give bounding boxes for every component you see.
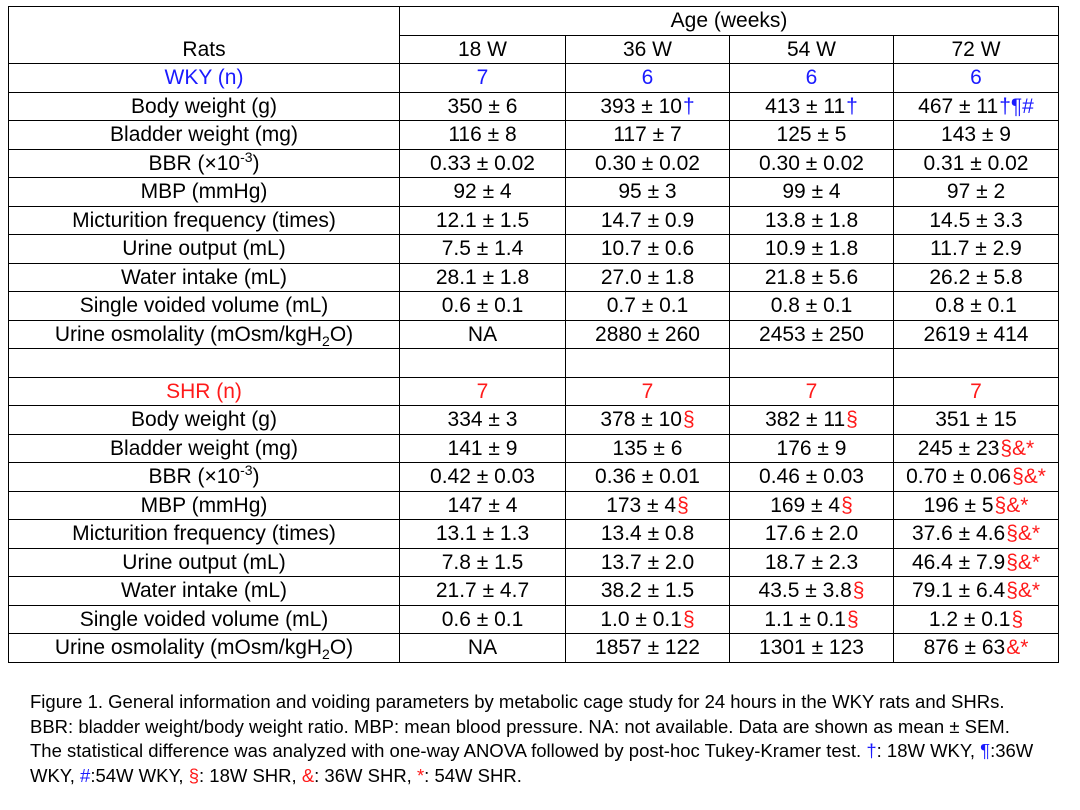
label-main: Urine osmolality (mOsm/kgH xyxy=(54,322,323,346)
empty-cell xyxy=(566,349,730,378)
data-cell xyxy=(400,577,566,606)
row-label: Bladder weight (mg) xyxy=(9,121,400,150)
cell-value: 0.36 ± 0.01 xyxy=(595,465,700,489)
cell-value: 13.8 ± 1.8 xyxy=(764,208,859,232)
data-cell xyxy=(894,263,1059,292)
cell-value: 12.1 ± 1.5 xyxy=(435,208,530,232)
data-cell xyxy=(566,121,730,150)
data-cell xyxy=(400,491,566,520)
significance-symbol: † xyxy=(682,94,695,118)
label-main: BBR (×10 xyxy=(148,151,241,175)
data-cell xyxy=(730,520,894,549)
cell-value: 46.4 ± 7.9 xyxy=(911,550,1006,574)
cell-value: 2880 ± 260 xyxy=(595,322,700,346)
cell-value: 0.42 ± 0.03 xyxy=(430,465,535,489)
label-subscript: 2 xyxy=(322,332,330,349)
data-cell xyxy=(894,406,1059,435)
table-row xyxy=(9,434,1059,463)
legend-text: : 18W SHR, xyxy=(199,764,302,786)
cell-value: 0.31 ± 0.02 xyxy=(923,151,1029,175)
data-cell xyxy=(566,463,730,492)
row-label: MBP (mmHg) xyxy=(9,491,400,520)
column-header-72w: 72 W xyxy=(894,35,1059,64)
row-label: MBP (mmHg) xyxy=(9,178,400,207)
data-cell xyxy=(566,634,730,663)
data-cell xyxy=(894,320,1059,349)
data-cell xyxy=(566,491,730,520)
cell-value: 245 ± 23 xyxy=(917,436,1000,460)
cell-value: 143 ± 9 xyxy=(941,123,1011,147)
header-empty-cell xyxy=(9,7,400,36)
table-row xyxy=(9,605,1059,634)
legend-text: :54W WKY, xyxy=(90,764,189,786)
cell-value: 0.6 ± 0.1 xyxy=(441,294,524,318)
data-cell xyxy=(566,406,730,435)
data-cell xyxy=(730,463,894,492)
data-cell xyxy=(566,263,730,292)
data-cell xyxy=(730,634,894,663)
data-cell xyxy=(400,634,566,663)
row-label: Single voided volume (mL) xyxy=(9,605,400,634)
row-label: Body weight (g) xyxy=(9,406,400,435)
significance-symbol: §&* xyxy=(1006,522,1041,546)
shr-n-value: 7 xyxy=(894,377,1059,406)
data-cell xyxy=(400,320,566,349)
data-cell xyxy=(894,121,1059,150)
row-label: Water intake (mL) xyxy=(9,577,400,606)
shr-n-label: SHR (n) xyxy=(9,377,400,406)
cell-value: 125 ± 5 xyxy=(776,123,847,147)
cell-value: 1301 ± 123 xyxy=(759,636,864,660)
data-cell xyxy=(566,605,730,634)
data-cell xyxy=(730,178,894,207)
cell-value: 147 ± 4 xyxy=(447,493,518,517)
legend-symbol: * xyxy=(416,764,425,786)
data-cell xyxy=(730,577,894,606)
data-cell xyxy=(894,634,1059,663)
significance-symbol: †¶# xyxy=(999,94,1034,118)
data-cell xyxy=(894,577,1059,606)
column-header-36w: 36 W xyxy=(566,35,730,64)
data-cell xyxy=(730,605,894,634)
cell-value: NA xyxy=(467,322,498,346)
data-cell xyxy=(730,235,894,264)
data-cell xyxy=(566,320,730,349)
legend-text: : 54W SHR. xyxy=(424,764,522,786)
cell-value: 169 ± 4 xyxy=(770,493,841,517)
data-cell xyxy=(566,235,730,264)
table-row xyxy=(9,463,1059,492)
cell-value: 95 ± 3 xyxy=(618,180,677,204)
cell-value: 92 ± 4 xyxy=(453,180,512,204)
cell-value: 10.7 ± 0.6 xyxy=(600,237,695,261)
cell-value: 351 ± 15 xyxy=(935,408,1017,432)
caption-text: Figure 1. General information and voiding parameters by metabolic cage study for 24 hours in the WKY rats and SHRs. BBR: bladder weight/body weight ratio. MBP: mean blood pressure. NA: not available. Data are shown as mean ± SEM. The statistical difference was analyzed with one-way ANOVA followed by post-hoc Tukey-Kramer test. xyxy=(30,691,1010,761)
data-cell xyxy=(730,121,894,150)
data-cell xyxy=(400,434,566,463)
data-cell xyxy=(894,434,1059,463)
data-cell xyxy=(730,92,894,121)
data-cell xyxy=(400,92,566,121)
data-cell xyxy=(566,178,730,207)
significance-symbol: §&* xyxy=(994,493,1029,517)
empty-cell xyxy=(400,349,566,378)
data-cell xyxy=(400,406,566,435)
wky-n-label: WKY (n) xyxy=(9,64,400,93)
table-row xyxy=(9,121,1059,150)
data-cell xyxy=(730,548,894,577)
cell-value: NA xyxy=(467,636,498,660)
table-row xyxy=(9,178,1059,207)
data-cell xyxy=(730,206,894,235)
significance-symbol: &* xyxy=(1006,636,1029,660)
table-row xyxy=(9,577,1059,606)
empty-cell xyxy=(730,349,894,378)
table-row xyxy=(9,548,1059,577)
empty-cell xyxy=(9,349,400,378)
data-cell xyxy=(730,406,894,435)
table-row xyxy=(9,320,1059,349)
significance-symbol: §&* xyxy=(1006,579,1041,603)
wky-n-value: 6 xyxy=(730,64,894,93)
cell-value: 876 ± 63 xyxy=(923,636,1006,660)
cell-value: 0.6 ± 0.1 xyxy=(441,607,524,631)
data-cell xyxy=(894,463,1059,492)
data-cell xyxy=(400,235,566,264)
cell-value: 79.1 ± 6.4 xyxy=(911,579,1006,603)
wky-n-value: 6 xyxy=(566,64,730,93)
cell-value: 2453 ± 250 xyxy=(759,322,864,346)
significance-symbol: §&* xyxy=(1012,465,1046,489)
data-cell xyxy=(894,206,1059,235)
significance-symbol: § xyxy=(1011,607,1024,631)
label-subscript: 2 xyxy=(322,646,330,662)
data-cell xyxy=(566,92,730,121)
significance-symbol: § xyxy=(846,607,859,631)
data-cell xyxy=(894,605,1059,634)
cell-value: 27.0 ± 1.8 xyxy=(600,265,695,289)
row-label: Water intake (mL) xyxy=(9,263,400,292)
cell-value: 26.2 ± 5.8 xyxy=(929,265,1023,289)
cell-value: 1857 ± 122 xyxy=(595,636,700,660)
cell-value: 0.30 ± 0.02 xyxy=(595,151,700,175)
table-row xyxy=(9,292,1059,321)
data-cell xyxy=(730,320,894,349)
age-weeks-header: Age (weeks) xyxy=(400,7,1059,36)
cell-value: 14.7 ± 0.9 xyxy=(600,208,695,232)
significance-symbol: § xyxy=(841,493,853,517)
cell-value: 0.46 ± 0.03 xyxy=(759,465,864,489)
label-end: O) xyxy=(329,322,354,346)
row-label: Micturition frequency (times) xyxy=(9,206,400,235)
cell-value: 18.7 ± 2.3 xyxy=(764,550,859,574)
cell-value: 11.7 ± 2.9 xyxy=(930,237,1022,261)
cell-value: 0.30 ± 0.02 xyxy=(759,151,864,175)
table-row xyxy=(9,235,1059,264)
table-row xyxy=(9,491,1059,520)
row-label xyxy=(9,149,400,178)
legend-text: : 36W SHR, xyxy=(314,764,417,786)
cell-value: 13.7 ± 2.0 xyxy=(600,550,695,574)
results-table xyxy=(8,6,1059,663)
data-cell xyxy=(894,491,1059,520)
legend-text: : 18W WKY, xyxy=(876,740,981,761)
table-row xyxy=(9,92,1059,121)
wky-n-value: 7 xyxy=(400,64,566,93)
significance-symbol: § xyxy=(682,408,695,432)
cell-value: 1.1 ± 0.1 xyxy=(764,607,846,631)
cell-value: 7.5 ± 1.4 xyxy=(441,237,524,261)
data-cell xyxy=(400,292,566,321)
data-cell xyxy=(400,520,566,549)
cell-value: 0.7 ± 0.1 xyxy=(606,294,689,318)
data-cell xyxy=(400,463,566,492)
cell-value: 135 ± 6 xyxy=(612,436,683,460)
row-label: Micturition frequency (times) xyxy=(9,520,400,549)
cell-value: 378 ± 10 xyxy=(600,408,682,432)
data-cell xyxy=(894,149,1059,178)
column-header-18w: 18 W xyxy=(400,35,566,64)
table-row xyxy=(9,206,1059,235)
significance-symbol: § xyxy=(682,607,695,631)
table-row xyxy=(9,406,1059,435)
data-cell xyxy=(400,149,566,178)
data-cell xyxy=(730,292,894,321)
cell-value: 7.8 ± 1.5 xyxy=(441,550,524,574)
legend-symbol: # xyxy=(80,764,91,786)
data-cell xyxy=(566,520,730,549)
cell-value: 97 ± 2 xyxy=(946,180,1006,204)
significance-symbol: §&* xyxy=(1000,436,1035,460)
cell-value: 0.8 ± 0.1 xyxy=(770,294,853,318)
cell-value: 10.9 ± 1.8 xyxy=(764,237,859,261)
cell-value: 1.0 ± 0.1 xyxy=(600,607,682,631)
cell-value: 334 ± 3 xyxy=(447,408,518,432)
label-end: O) xyxy=(329,636,354,660)
cell-value: 28.1 ± 1.8 xyxy=(435,265,530,289)
row-label: Urine output (mL) xyxy=(9,548,400,577)
cell-value: 393 ± 10 xyxy=(600,94,682,118)
legend-symbol: & xyxy=(301,764,315,786)
significance-symbol: § xyxy=(852,579,865,603)
cell-value: 173 ± 4 xyxy=(606,493,677,517)
significance-symbol: † xyxy=(846,94,858,118)
header-row-columns xyxy=(9,35,1059,64)
data-cell xyxy=(894,520,1059,549)
data-cell xyxy=(894,292,1059,321)
cell-value: 21.8 ± 5.6 xyxy=(764,265,859,289)
cell-value: 141 ± 9 xyxy=(447,436,518,460)
label-main: BBR (×10 xyxy=(148,465,241,489)
data-cell xyxy=(566,206,730,235)
row-label xyxy=(9,320,400,349)
empty-cell xyxy=(894,349,1059,378)
data-cell xyxy=(400,605,566,634)
row-label: Bladder weight (mg) xyxy=(9,434,400,463)
data-cell xyxy=(894,92,1059,121)
label-superscript: -3 xyxy=(240,462,253,479)
figure-caption xyxy=(30,690,1040,788)
wky-n-row xyxy=(9,64,1059,93)
table-row xyxy=(9,520,1059,549)
cell-value: 14.5 ± 3.3 xyxy=(929,208,1023,232)
significance-symbol: § xyxy=(846,408,858,432)
cell-value: 17.6 ± 2.0 xyxy=(764,522,859,546)
row-label: Single voided volume (mL) xyxy=(9,292,400,321)
cell-value: 0.33 ± 0.02 xyxy=(430,151,535,175)
cell-value: 1.2 ± 0.1 xyxy=(928,607,1011,631)
spacer-row xyxy=(9,349,1059,378)
cell-value: 350 ± 6 xyxy=(447,94,518,118)
cell-value: 0.8 ± 0.1 xyxy=(935,294,1017,318)
cell-value: 382 ± 11 xyxy=(765,408,846,432)
data-cell xyxy=(730,491,894,520)
label-superscript: -3 xyxy=(240,149,253,165)
cell-value: 37.6 ± 4.6 xyxy=(911,522,1006,546)
label-end: ) xyxy=(252,151,260,175)
label-end: ) xyxy=(252,465,260,489)
data-cell xyxy=(400,548,566,577)
data-cell xyxy=(566,548,730,577)
row-label: Body weight (g) xyxy=(9,92,400,121)
cell-value: 176 ± 9 xyxy=(776,436,847,460)
table-row xyxy=(9,149,1059,178)
cell-value: 117 ± 7 xyxy=(613,123,682,147)
row-label: Urine output (mL) xyxy=(9,235,400,264)
significance-symbol: § xyxy=(677,493,689,517)
data-cell xyxy=(730,263,894,292)
data-cell xyxy=(730,149,894,178)
data-cell xyxy=(894,178,1059,207)
label-main: Urine osmolality (mOsm/kgH xyxy=(54,636,323,660)
wky-n-value: 6 xyxy=(894,64,1059,93)
legend-symbol: ¶ xyxy=(980,740,991,761)
significance-symbol: §&* xyxy=(1006,550,1041,574)
data-cell xyxy=(400,206,566,235)
cell-value: 38.2 ± 1.5 xyxy=(600,579,695,603)
data-cell xyxy=(894,235,1059,264)
cell-value: 196 ± 5 xyxy=(923,493,994,517)
data-cell xyxy=(730,434,894,463)
shr-n-row xyxy=(9,377,1059,406)
cell-value: 21.7 ± 4.7 xyxy=(435,579,530,603)
data-cell xyxy=(566,292,730,321)
cell-value: 13.1 ± 1.3 xyxy=(435,522,530,546)
data-cell xyxy=(400,263,566,292)
row-label xyxy=(9,634,400,663)
table-row xyxy=(9,263,1059,292)
cell-value: 43.5 ± 3.8 xyxy=(758,579,852,603)
data-cell xyxy=(566,577,730,606)
column-header-54w: 54 W xyxy=(730,35,894,64)
legend-symbol: § xyxy=(188,764,199,786)
table-row xyxy=(9,634,1059,663)
data-cell xyxy=(566,434,730,463)
data-cell xyxy=(400,121,566,150)
cell-value: 0.70 ± 0.06 xyxy=(906,465,1012,489)
cell-value: 116 ± 8 xyxy=(448,123,517,147)
cell-value: 467 ± 11 xyxy=(918,94,999,118)
cell-value: 99 ± 4 xyxy=(782,180,841,204)
shr-n-value: 7 xyxy=(400,377,566,406)
shr-n-value: 7 xyxy=(566,377,730,406)
legend-symbol: † xyxy=(866,740,877,761)
data-cell xyxy=(400,178,566,207)
header-row-group xyxy=(9,7,1059,36)
data-cell xyxy=(894,548,1059,577)
legend-text: :36W WKY, xyxy=(30,740,1034,786)
cell-value: 413 ± 11 xyxy=(765,94,846,118)
cell-value: 13.4 ± 0.8 xyxy=(600,522,695,546)
row-label xyxy=(9,463,400,492)
rats-header: Rats xyxy=(9,35,400,64)
data-cell xyxy=(566,149,730,178)
shr-n-value: 7 xyxy=(730,377,894,406)
cell-value: 2619 ± 414 xyxy=(923,322,1029,346)
